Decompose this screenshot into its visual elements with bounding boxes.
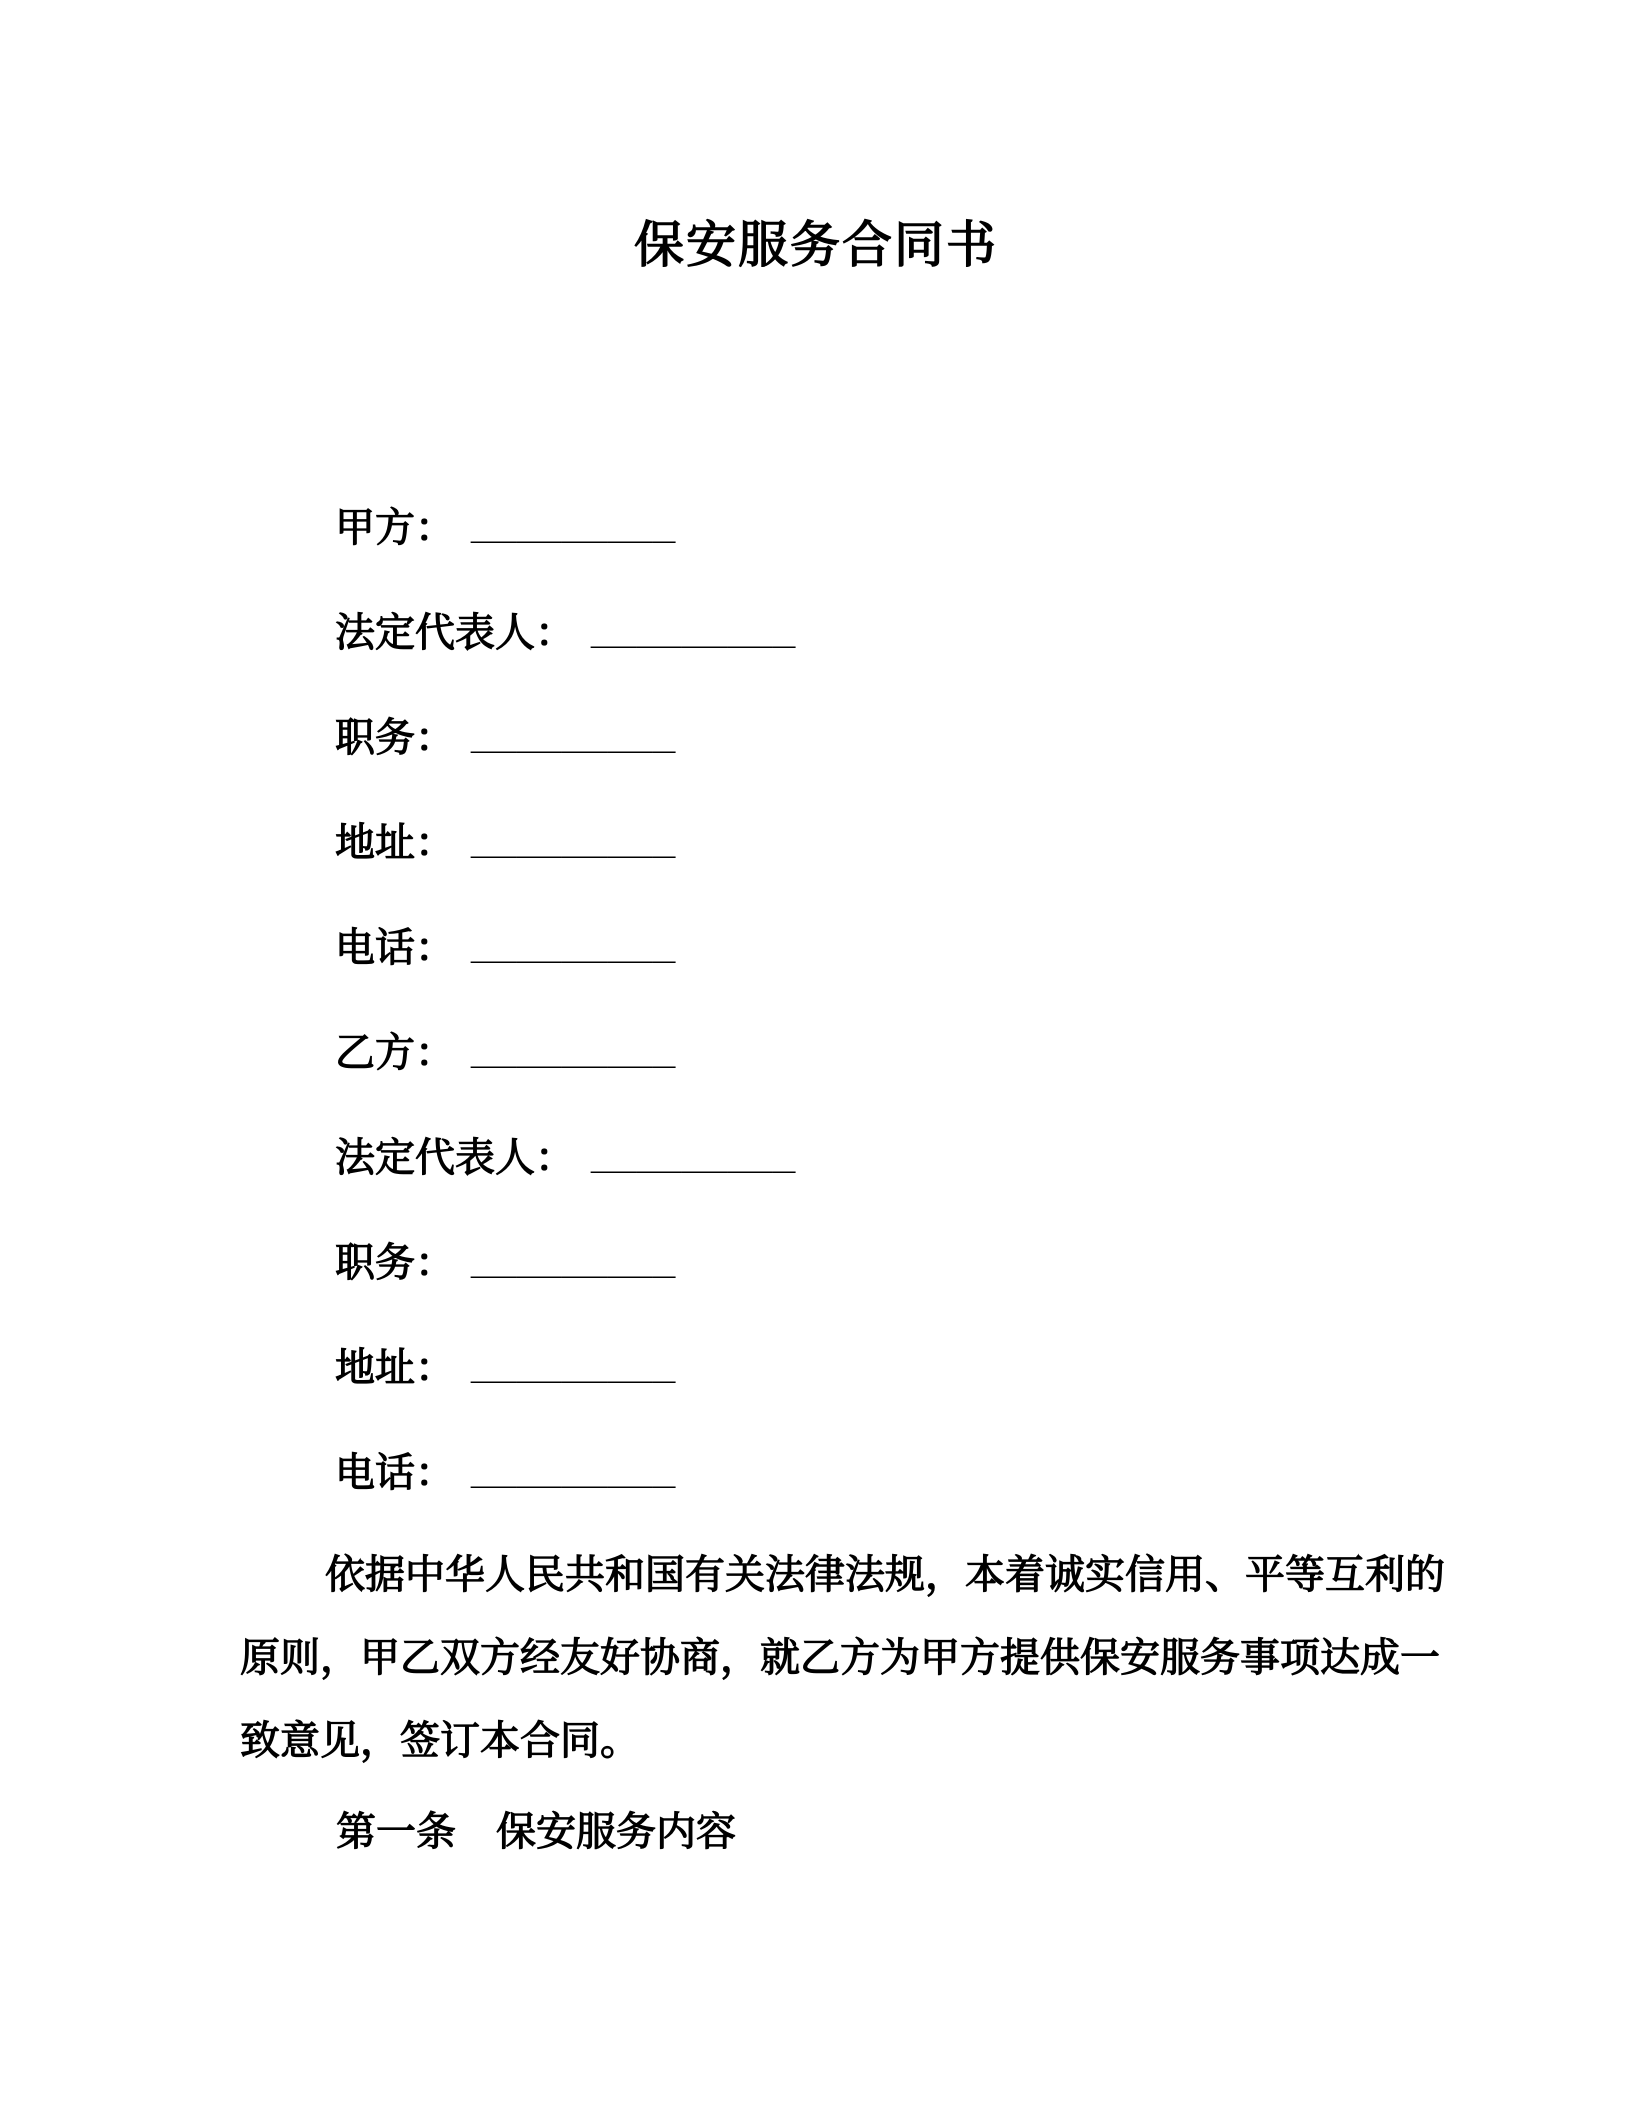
field-blank[interactable]: _________ xyxy=(471,1447,676,1492)
document-title: 保安服务合同书 xyxy=(634,217,998,273)
field-label: 职务： xyxy=(335,1241,455,1285)
field-label: 电话： xyxy=(335,1451,455,1495)
field-blank[interactable]: _________ xyxy=(471,922,676,967)
field-blank[interactable]: _________ xyxy=(591,607,796,652)
field-label: 法定代表人： xyxy=(335,611,575,655)
field-label: 法定代表人： xyxy=(335,1136,575,1180)
field-row xyxy=(335,1102,796,1207)
field-row xyxy=(335,472,796,577)
field-row xyxy=(335,787,796,892)
field-list xyxy=(335,472,796,1522)
field-blank[interactable]: _________ xyxy=(471,502,676,547)
field-label: 乙方： xyxy=(335,1031,455,1075)
paragraph-line: 原则，甲乙双方经友好协商，就乙方为甲方提供保安服务事项达成一 xyxy=(240,1636,1440,1680)
field-label: 地址： xyxy=(335,1346,455,1390)
field-row xyxy=(335,1312,796,1417)
paragraph-line: 依据中华人民共和国有关法律法规，本着诚实信用、平等互利的 xyxy=(325,1553,1445,1597)
field-blank[interactable]: _________ xyxy=(471,1027,676,1072)
field-row xyxy=(335,682,796,787)
field-blank[interactable]: _________ xyxy=(471,1342,676,1387)
field-label: 职务： xyxy=(335,716,455,760)
field-row xyxy=(335,892,796,997)
preamble-paragraph xyxy=(240,1534,1460,1783)
paragraph-line: 致意见，签订本合同。 xyxy=(240,1719,640,1763)
field-row xyxy=(335,577,796,682)
field-label: 电话： xyxy=(335,926,455,970)
field-row xyxy=(335,1207,796,1312)
field-blank[interactable]: _________ xyxy=(471,817,676,862)
section-heading: 第一条 保安服务内容 xyxy=(336,1810,736,1854)
field-label: 甲方： xyxy=(335,506,455,550)
field-blank[interactable]: _________ xyxy=(471,712,676,757)
field-row xyxy=(335,997,796,1102)
field-blank[interactable]: _________ xyxy=(471,1237,676,1282)
field-blank[interactable]: _________ xyxy=(591,1132,796,1177)
field-row xyxy=(335,1417,796,1522)
field-label: 地址： xyxy=(335,821,455,865)
